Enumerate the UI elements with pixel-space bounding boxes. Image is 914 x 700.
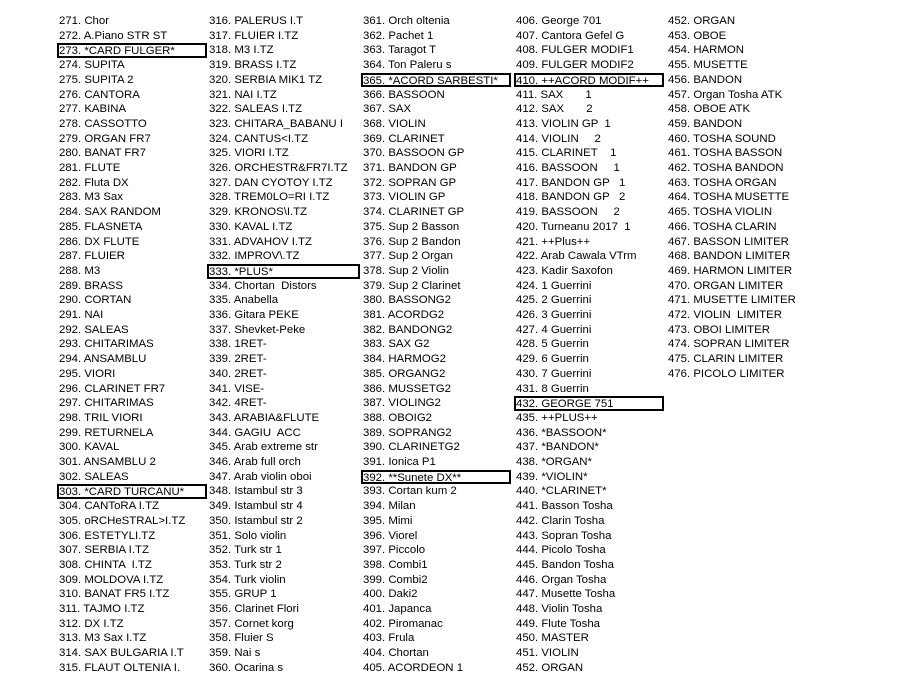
list-entry: 274. SUPITA [59,59,125,72]
list-entry: 305. oRCHeSTRAL>I.TZ [59,514,186,527]
list-entry: 454. HARMON [668,44,744,57]
list-entry: 476. PICOLO LIMITER [668,367,785,380]
list-entry: 344. GAGIU ACC [209,426,301,439]
list-entry: 386. MUSSETG2 [363,382,451,395]
highlighted-list-entry: 365. *ACORD SARBESTI* [361,73,511,88]
list-entry: 311. TAJMO I.TZ [59,603,145,615]
list-entry: 387. VIOLING2 [363,397,441,410]
list-entry: 408. FULGER MODIF1 [516,44,634,57]
list-entry: 275. SUPITA 2 [59,73,134,86]
list-entry: 468. BANDON LIMITER [668,250,791,263]
list-entry: 354. Turk violin [209,573,286,586]
list-entry: 287. FLUIER [59,250,125,263]
list-entry: 304. CANToRA I.TZ [59,500,160,513]
list-entry: 278. CASSOTTO [59,117,147,130]
list-entry: 319. BRASS I.TZ [209,59,297,72]
list-entry: 342. 4RET- [209,397,267,410]
list-entry: 288. M3 [59,264,101,277]
list-entry: 272. A.Piano STR ST [59,29,168,42]
list-entry: 291. NAI [59,309,104,321]
list-entry: 462. TOSHA BANDON [668,162,784,174]
list-entry: 442. Clarin Tosha [516,514,605,527]
list-entry: 329. KRONOS\I.TZ [209,206,308,219]
list-entry: 328. TREM0LO=RI I.TZ [209,191,330,204]
list-entry: 350. Istambul str 2 [209,514,303,527]
list-entry: 373. VIOLIN GP [363,191,446,204]
highlighted-list-entry: 273. *CARD FULGER* [57,43,207,58]
list-entry: 338. 1RET- [209,338,267,351]
list-entry: 458. OBOE ATK [668,103,751,116]
list-entry: 472. VIOLIN LIMITER [668,309,782,321]
list-entry: 367. SAX [363,103,412,116]
list-entry: 301. ANSAMBLU 2 [59,456,156,468]
list-entry: 280. BANAT FR7 [59,147,146,160]
list-entry: 281. FLUTE [59,162,121,174]
list-entry: 385. ORGANG2 [363,367,446,380]
list-entry: 271. Chor [59,15,110,27]
list-entry: 296. CLARINET FR7 [59,382,166,395]
list-entry: 316. PALERUS I.T [209,15,304,27]
list-entry: 366. BASSOON [363,88,445,101]
list-entry: 312. DX I.TZ [59,617,124,630]
list-entry: 391. Ionica P1 [363,456,436,468]
list-entry: 460. TOSHA SOUND [668,132,776,145]
list-entry: 405. ACORDEON 1 [363,661,464,674]
list-entry: 473. OBOI LIMITER [668,323,770,336]
list-entry: 307. SERBIA I.TZ [59,544,149,557]
list-entry: 374. CLARINET GP [363,206,465,219]
list-entry: 438. *ORGAN* [516,456,592,468]
list-entry: 395. Mimi [363,514,413,527]
list-entry: 459. BANDON [668,117,743,130]
list-entry: 463. TOSHA ORGAN [668,176,777,189]
list-entry: 313. M3 Sax I.TZ [59,632,147,645]
list-entry: 371. BANDON GP [363,162,457,174]
list-entry: 298. TRIL VIORI [59,411,143,424]
list-entry: 286. DX FLUTE [59,235,140,248]
list-entry: 282. Fluta DX [59,176,129,189]
list-entry: 423. Kadir Saxofon [516,264,613,277]
list-entry: 294. ANSAMBLU [59,353,147,366]
list-entry: 289. BRASS [59,279,123,292]
list-entry: 393. Cortan kum 2 [363,485,457,498]
list-entry: 300. KAVAL [59,441,120,454]
list-entry: 285. FLASNETA [59,220,143,233]
list-entry: 335. Anabella [209,294,279,307]
list-entry: 440. *CLARINET* [516,485,607,498]
list-entry: 331. ADVAHOV I.TZ [209,235,312,248]
list-entry: 414. VIOLIN 2 [516,132,601,145]
highlighted-list-entry: 392. **Sunete DX** [361,470,511,485]
list-entry: 471. MUSETTE LIMITER [668,294,796,307]
list-entry: 352. Turk str 1 [209,544,282,557]
list-entry: 346. Arab full orch [209,456,301,468]
list-entry: 297. CHITARIMAS [59,397,154,410]
list-entry: 428. 5 Guerrin [516,338,589,351]
list-entry: 447. Musette Tosha [516,588,616,601]
list-entry: 413. VIOLIN GP 1 [516,117,611,130]
list-entry: 362. Pachet 1 [363,29,434,42]
list-entry: 348. Istambul str 3 [209,485,303,498]
list-entry: 326. ORCHESTR&FR7I.TZ [209,162,348,174]
list-entry: 309. MOLDOVA I.TZ [59,573,164,586]
list-entry: 283. M3 Sax [59,191,123,204]
list-entry: 436. *BASSOON* [516,426,607,439]
list-entry: 412. SAX 2 [516,103,593,116]
list-entry: 302. SALEAS [59,470,129,483]
list-entry: 388. OBOIG2 [363,411,433,424]
list-entry: 321. NAI I.TZ [209,88,277,101]
list-entry: 383. SAX G2 [363,338,430,351]
list-entry: 340. 2RET- [209,367,267,380]
list-entry: 455. MUSETTE [668,59,748,72]
list-entry: 375. Sup 2 Basson [363,220,460,233]
list-entry: 470. ORGAN LIMITER [668,279,784,292]
list-entry: 416. BASSOON 1 [516,162,620,174]
list-entry: 381. ACORDG2 [363,309,445,321]
list-entry: 418. BANDON GP 2 [516,191,626,204]
list-entry: 351. Solo violin [209,529,287,542]
list-entry: 420. Turneanu 2017 1 [516,220,631,233]
list-entry: 277. KABINA [59,103,127,116]
list-entry: 353. Turk str 2 [209,558,282,571]
list-entry: 358. Fluier S [209,632,274,645]
list-entry: 399. Combi2 [363,573,428,586]
list-entry: 402. Piromanac [363,617,443,630]
list-entry: 380. BASSONG2 [363,294,452,307]
list-entry: 397. Piccolo [363,544,426,557]
list-entry: 295. VIORI [59,367,116,380]
list-entry: 475. CLARIN LIMITER [668,353,784,366]
list-entry: 407. Cantora Gefel G [516,29,625,42]
list-entry: 400. Daki2 [363,588,418,601]
list-entry: 310. BANAT FR5 I.TZ [59,588,170,601]
list-entry: 327. DAN CYOTOY I.TZ [209,176,333,189]
list-entry: 290. CORTAN [59,294,132,307]
list-entry: 377. Sup 2 Organ [363,250,453,263]
list-entry: 427. 4 Guerrini [516,323,592,336]
list-entry: 426. 3 Guerrini [516,309,592,321]
list-entry: 339. 2RET- [209,353,267,366]
list-entry: 435. ++PLUS++ [516,411,598,424]
list-entry: 398. Combi1 [363,558,428,571]
list-entry: 450. MASTER [516,632,589,645]
list-entry: 376. Sup 2 Bandon [363,235,461,248]
list-entry: 419. BASSOON 2 [516,206,620,219]
list-entry: 453. OBOE [668,29,727,42]
list-entry: 325. VIORI I.TZ [209,147,289,160]
list-entry: 448. Violin Tosha [516,603,603,615]
list-entry: 443. Sopran Tosha [516,529,612,542]
list-entry: 446. Organ Tosha [516,573,607,586]
list-entry: 308. CHINTA I.TZ [59,558,152,571]
list-entry: 276. CANTORA [59,88,140,101]
list-entry: 356. Clarinet Flori [209,603,299,615]
list-entry: 452. ORGAN [516,661,584,674]
highlighted-list-entry: 410. ++ACORD MODIF++ [514,73,664,88]
list-entry: 449. Flute Tosha [516,617,601,630]
list-entry: 314. SAX BULGARIA I.T [59,647,184,660]
list-entry: 379. Sup 2 Clarinet [363,279,461,292]
highlighted-list-entry: 303. *CARD TURCANU* [57,484,207,499]
list-entry: 369. CLARINET [363,132,445,145]
list-entry: 337. Shevket-Peke [209,323,306,336]
list-entry: 452. ORGAN [668,15,736,27]
list-entry: 474. SOPRAN LIMITER [668,338,790,351]
list-entry: 403. Frula [363,632,415,645]
list-entry: 465. TOSHA VIOLIN [668,206,773,219]
list-entry: 363. Taragot T [363,44,437,57]
list-entry: 411. SAX 1 [516,88,592,101]
list-entry: 469. HARMON LIMITER [668,264,793,277]
list-entry: 284. SAX RANDOM [59,206,161,219]
list-entry: 317. FLUIER I.TZ [209,29,299,42]
list-entry: 430. 7 Guerrini [516,367,592,380]
list-entry: 370. BASSOON GP [363,147,465,160]
list-entry: 345. Arab extreme str [209,441,318,454]
list-entry: 464. TOSHA MUSETTE [668,191,790,204]
list-entry: 439. *VIOLIN* [516,470,588,483]
list-entry: 417. BANDON GP 1 [516,176,626,189]
list-entry: 293. CHITARIMAS [59,338,154,351]
list-entry: 457. Organ Tosha ATK [668,88,783,101]
list-entry: 382. BANDONG2 [363,323,453,336]
list-entry: 322. SALEAS I.TZ [209,103,303,116]
list-entry: 315. FLAUT OLTENIA I. [59,661,181,674]
highlighted-list-entry: 333. *PLUS* [207,264,360,279]
list-entry: 360. Ocarina s [209,661,284,674]
list-entry: 424. 1 Guerrini [516,279,592,292]
list-entry: 466. TOSHA CLARIN [668,220,777,233]
list-entry: 355. GRUP 1 [209,588,277,601]
list-entry: 429. 6 Guerrin [516,353,589,366]
list-entry: 372. SOPRAN GP [363,176,457,189]
list-entry: 384. HARMOG2 [363,353,446,366]
list-entry: 406. George 701 [516,15,602,27]
list-entry: 425. 2 Guerrini [516,294,592,307]
list-entry: 461. TOSHA BASSON [668,147,783,160]
list-entry: 409. FULGER MODIF2 [516,59,634,72]
list-entry: 431. 8 Guerrin [516,382,589,395]
list-entry: 368. VIOLIN [363,117,426,130]
list-entry: 415. CLARINET 1 [516,147,617,160]
list-entry: 451. VIOLIN [516,647,579,660]
list-entry: 330. KAVAL I.TZ [209,220,293,233]
list-entry: 396. Viorel [363,529,418,542]
list-entry: 421. ++Plus++ [516,235,591,248]
list-entry: 401. Japanca [363,603,432,615]
list-entry: 334. Chortan Distors [209,279,317,292]
list-entry: 389. SOPRANG2 [363,426,452,439]
list-entry: 332. IMPROV\.TZ [209,250,300,263]
list-entry: 445. Bandon Tosha [516,558,614,571]
list-entry: 323. CHITARA_BABANU I [209,117,343,130]
list-entry: 347. Arab violin oboi [209,470,312,483]
list-entry: 437. *BANDON* [516,441,599,454]
list-entry: 444. Picolo Tosha [516,544,606,557]
list-entry: 292. SALEAS [59,323,129,336]
list-entry: 279. ORGAN FR7 [59,132,151,145]
list-entry: 361. Orch oltenia [363,15,450,27]
list-entry: 349. Istambul str 4 [209,500,303,513]
list-entry: 299. RETURNELA [59,426,154,439]
list-entry: 343. ARABIA&FLUTE [209,411,320,424]
list-entry: 422. Arab Cawala VTrm [516,250,637,263]
list-entry: 357. Cornet korg [209,617,294,630]
list-entry: 394. Milan [363,500,416,513]
list-entry: 320. SERBIA MIK1 TZ [209,73,323,86]
list-entry: 318. M3 I.TZ [209,44,274,57]
list-entry: 364. Ton Paleru s [363,59,452,72]
highlighted-list-entry: 456. BANDON [668,73,743,86]
list-entry: 441. Basson Tosha [516,500,613,513]
list-entry: 336. Gitara PEKE [209,309,299,321]
list-entry: 467. BASSON LIMITER [668,235,789,248]
list-entry: 324. CANTUS<I.TZ [209,132,309,145]
list-entry: 341. VISE- [209,382,265,395]
list-entry: 306. ESTETYLI.TZ [59,529,156,542]
list-entry: 390. CLARINETG2 [363,441,460,454]
list-entry: 378. Sup 2 Violin [363,264,449,277]
highlighted-list-entry: 432. GEORGE 751 [514,396,664,411]
list-entry: 404. Chortan [363,647,429,660]
list-entry: 359. Nai s [209,647,261,660]
